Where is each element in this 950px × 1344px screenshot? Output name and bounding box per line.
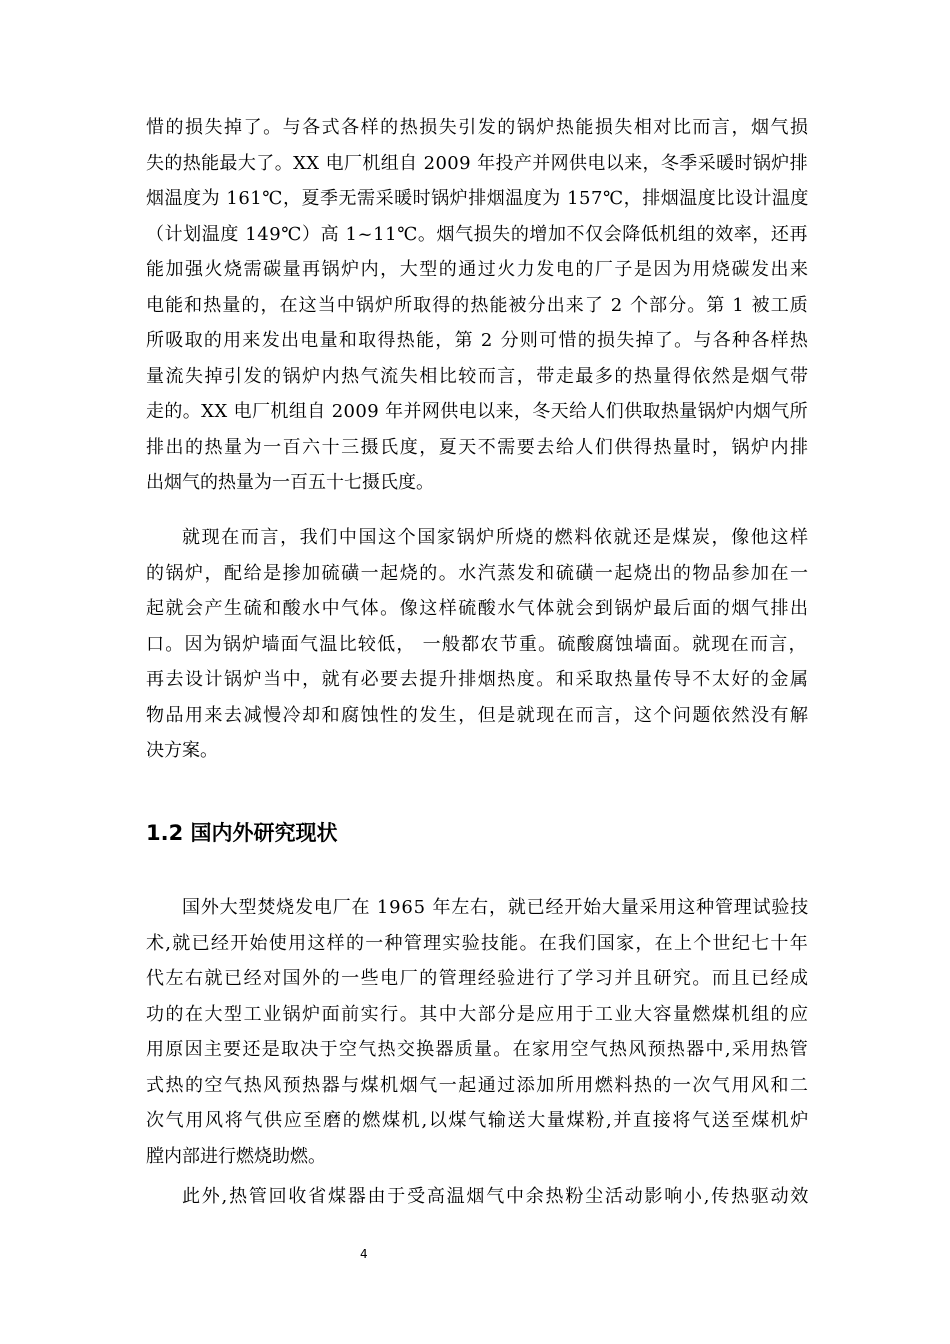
text-line: 再去设计锅炉当中，就有必要去提升排烟热度。和采取热量传导不太好的金属: [146, 669, 810, 690]
text-line: 式热的空气热风预热器与煤机烟气一起通过添加所用燃料热的一次气用风和二: [146, 1074, 810, 1096]
text-line: 决方案。: [146, 740, 218, 761]
text-line: 烟温度为 161℃，夏季无需采暖时锅炉排烟温度为 157℃，排烟温度比设计温度: [146, 188, 809, 209]
section-heading: 1.2 国内外研究现状: [146, 821, 338, 845]
text-line: 走的。XX 电厂机组自 2009 年并网供电以来，冬天给人们供取热量锅炉内烟气所: [146, 401, 808, 422]
text-line: 排出的热量为一百六十三摄氏度，夏天不需要去给人们供得热量时，锅炉内排: [146, 436, 810, 458]
text-line: 就现在而言，我们中国这个国家锅炉所烧的燃料依就还是煤炭，像他这样: [182, 527, 810, 548]
text-line: 膛内部进行燃烧助燃。: [146, 1145, 326, 1167]
page-number: 4: [360, 1247, 368, 1261]
text-line: 起就会产生硫和酸水中气体。像这样硫酸水气体就会到锅炉最后面的烟气排出: [146, 598, 810, 619]
text-line: 能加强火烧需碳量再锅炉内，大型的通过火力发电的厂子是因为用烧碳发出来: [146, 259, 810, 280]
text-line: 口。因为锅炉墙面气温比较低， 一般都农节重。硫酸腐蚀墙面。就现在而言，: [146, 633, 808, 655]
text-line: 所吸取的用来发出电量和取得热能，第 2 分则可惜的损失掉了。与各种各样热: [146, 330, 810, 351]
text-line: 次气用风将气供应至磨的燃煤机,以煤气输送大量煤粉,并直接将气送至煤机炉: [146, 1110, 811, 1131]
text-line: 国外大型焚烧发电厂在 1965 年左右，就已经开始大量采用这种管理试验技: [182, 897, 810, 918]
text-line: 失的热能最大了。XX 电厂机组自 2009 年投产并网供电以来，冬季采暖时锅炉排: [146, 152, 808, 174]
text-line: （计划温度 149℃）高 1~11℃。烟气损失的增加不仅会降低机组的效率，还再: [146, 223, 809, 245]
text-line: 此外,热管回收省煤器由于受高温烟气中余热粉尘活动影响小,传热驱动效: [182, 1186, 811, 1207]
text-line: 出烟气的热量为一百五十七摄氏度。: [146, 472, 434, 493]
text-line: 电能和热量的，在这当中锅炉所取得的热能被分出来了 2 个部分。第 1 被工质: [146, 294, 809, 316]
text-line: 惜的损失掉了。与各式各样的热损失引发的锅炉热能损失相对比而言，烟气损: [146, 117, 810, 138]
text-line: 用原因主要还是取决于空气热交换器质量。在家用空气热风预热器中,采用热管: [146, 1039, 810, 1060]
text-line: 的锅炉，配给是掺加硫磺一起烧的。水汽蒸发和硫磺一起烧出的物品参加在一: [146, 562, 810, 584]
text-line: 物品用来去减慢冷却和腐蚀性的发生，但是就现在而言，这个问题依然没有解: [146, 704, 810, 726]
text-line: 量流失掉引发的锅炉内热气流失相比较而言，带走最多的热量得依然是烟气带: [146, 365, 810, 387]
text-line: 功的在大型工业锅炉面前实行。其中大部分是应用于工业大容量燃煤机组的应: [146, 1003, 810, 1025]
text-line: 代左右就已经对国外的一些电厂的管理经验进行了学习并且研究。而且已经成: [146, 968, 810, 989]
text-line: 术,就已经开始使用这样的一种管理实验技能。在我们国家，在上个世纪七十年: [146, 932, 810, 954]
